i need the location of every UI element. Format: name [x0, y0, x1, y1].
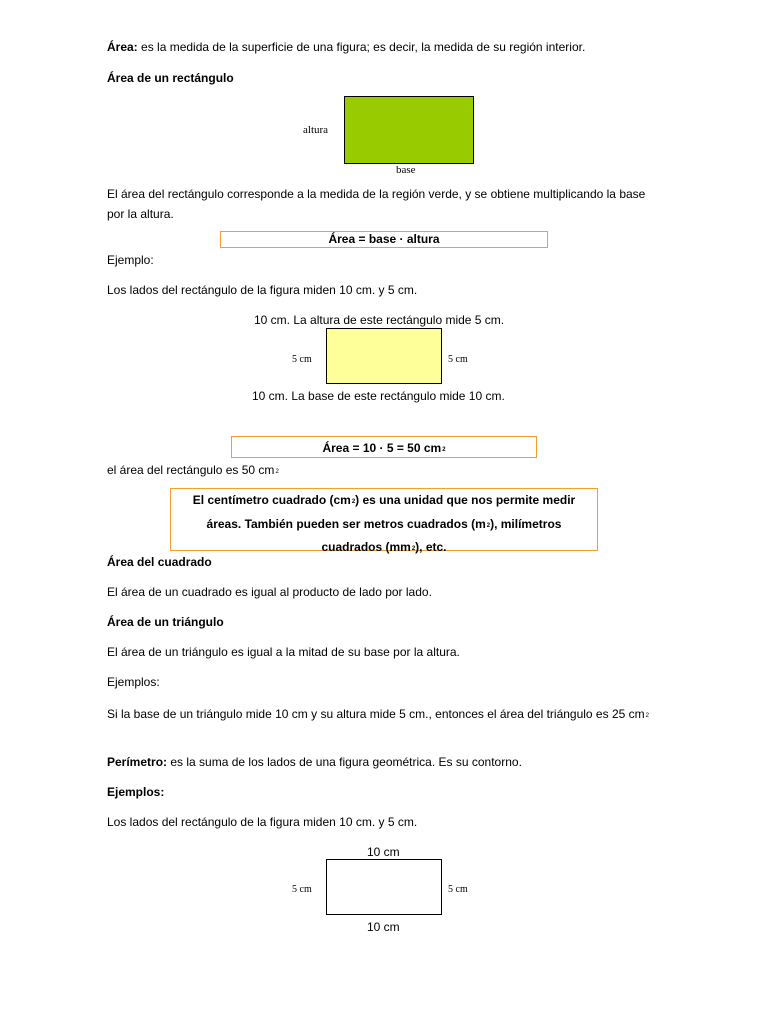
perimeter-definition: Perímetro: es la suma de los lados de una figura geométrica. Es su contorno.: [107, 755, 522, 769]
formula-text: Área = base · altura: [328, 232, 440, 246]
fig3-right-label: 5 cm: [448, 884, 468, 895]
outline-rectangle: [326, 859, 442, 915]
note-text: El centímetro cuadrado (cm2) es una unidad que nos permite medir áreas. También pueden ser metros cuadrados (m2), milímetros cuadrados (mm2), etc.: [192, 493, 576, 554]
yellow-rectangle: [326, 328, 442, 384]
formula-2-text: Área = 10 · 5 = 50 cm2: [322, 441, 446, 455]
fig2-bottom-caption: 10 cm. La base de este rectángulo mide 10 cm.: [252, 389, 505, 403]
perimeter-sides: Los lados del rectángulo de la figura miden 10 cm. y 5 cm.: [107, 815, 418, 829]
examples-label: Ejemplos:: [107, 675, 160, 689]
fig3-left-label: 5 cm: [292, 884, 312, 895]
fig3-top-label: 10 cm: [367, 845, 400, 859]
triangle-example: Si la base de un triángulo mide 10 cm y su altura mide 5 cm., entonces el área del triángulo es 25 cm2: [107, 707, 649, 721]
examples-heading: Ejemplos:: [107, 785, 165, 799]
area-definition-text: es la medida de la superficie de una figura; es decir, la medida de su región interior.: [137, 40, 586, 54]
rectangle-heading: Área de un rectángulo: [107, 71, 234, 85]
fig2-left-label: 5 cm: [292, 354, 312, 365]
perimeter-term: Perímetro:: [107, 755, 168, 769]
square-heading: Área del cuadrado: [107, 555, 212, 569]
rectangle-explanation: El área del rectángulo corresponde a la medida de la región verde, y se obtiene multiplicando la base por la altura.: [107, 187, 646, 221]
area-term: Área:: [107, 40, 138, 54]
fig3-bottom-label: 10 cm: [367, 920, 400, 934]
triangle-heading: Área de un triángulo: [107, 615, 224, 629]
formula-box-2: [231, 436, 537, 458]
area-definition: [107, 40, 585, 54]
triangle-text: El área de un triángulo es igual a la mitad de su base por la altura.: [107, 645, 460, 659]
area-result: el área del rectángulo es 50 cm2: [107, 463, 279, 477]
base-label: base: [396, 164, 416, 176]
height-label: altura: [303, 124, 329, 136]
fig2-right-label: 5 cm: [448, 354, 468, 365]
note-box: [170, 488, 598, 554]
example-sides: Los lados del rectángulo de la figura miden 10 cm. y 5 cm.: [107, 283, 418, 297]
green-rectangle: [344, 96, 474, 164]
square-text: El área de un cuadrado es igual al producto de lado por lado.: [107, 585, 432, 599]
fig2-top-caption: 10 cm. La altura de este rectángulo mide 5 cm.: [254, 313, 505, 327]
formula-box: [220, 231, 548, 248]
example-label: Ejemplo:: [107, 253, 154, 267]
